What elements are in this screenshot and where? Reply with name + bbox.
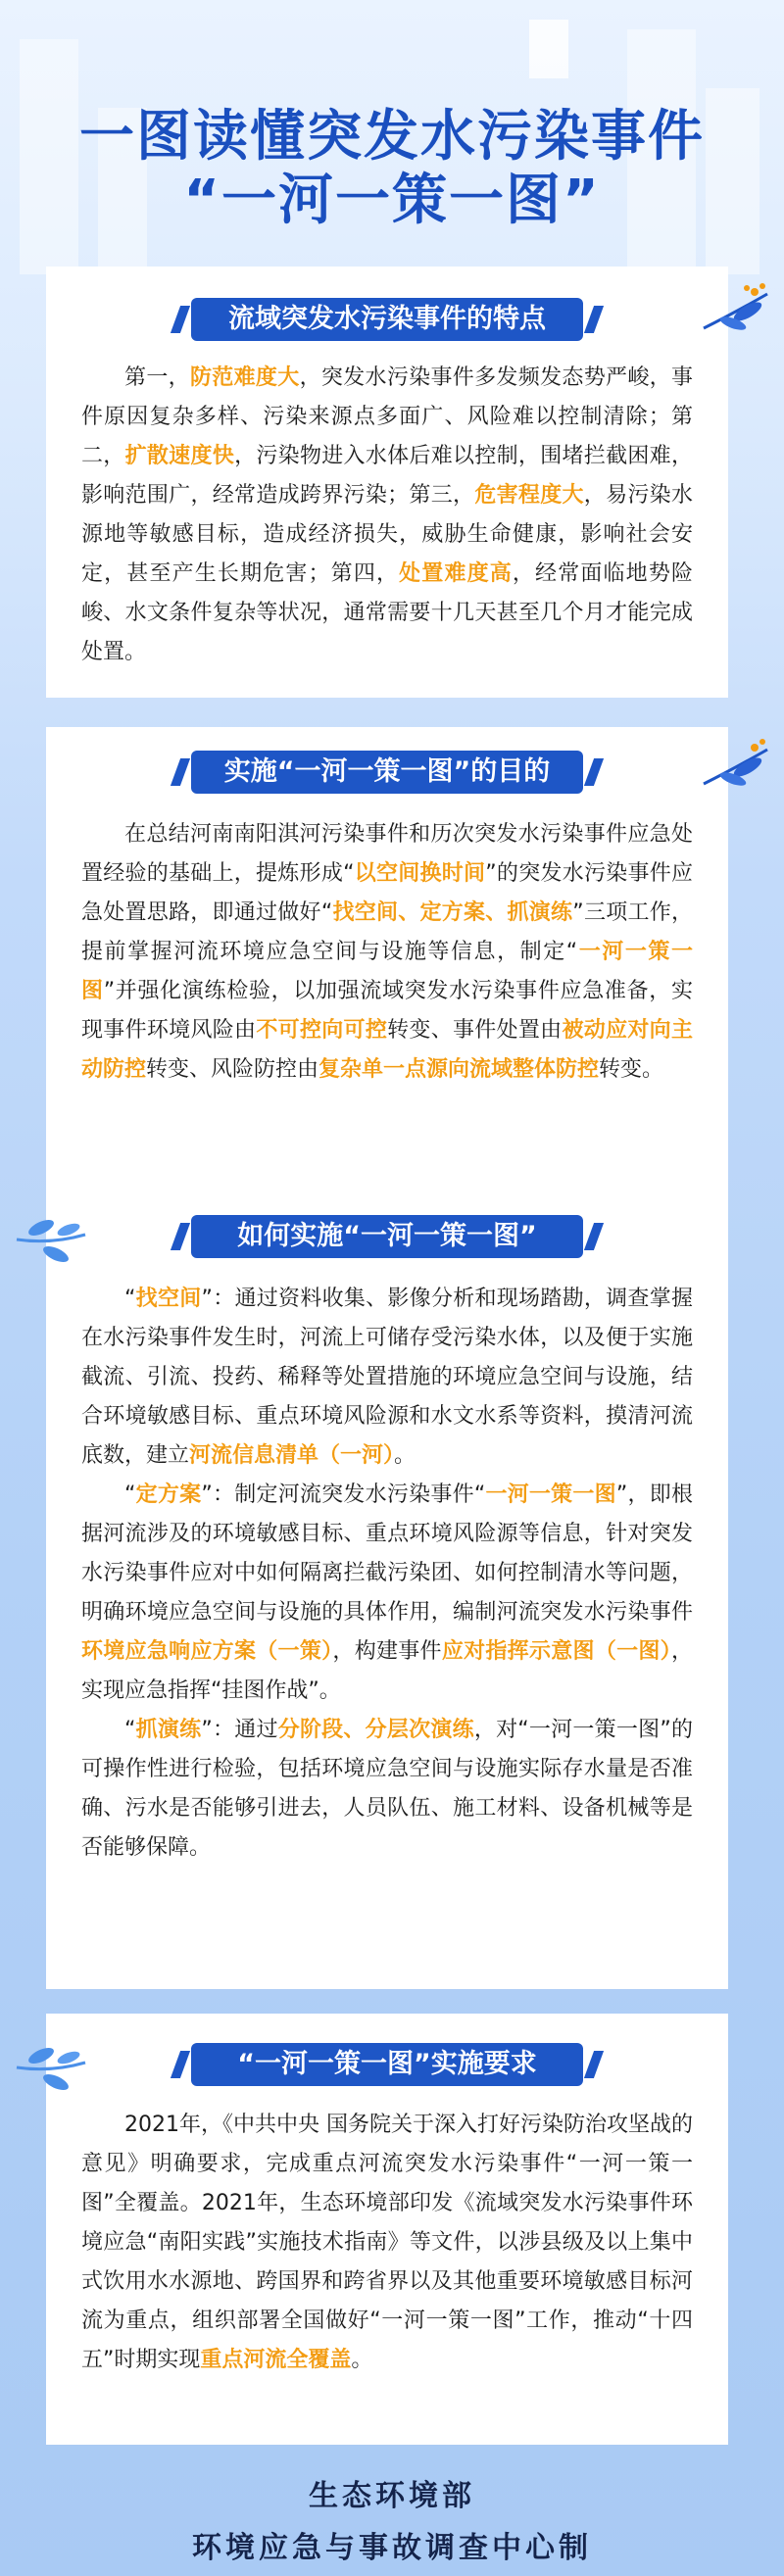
section-heading: “一河一策一图”实施要求 (191, 2043, 583, 2086)
section-heading: 实施“一河一策一图”的目的 (191, 751, 583, 794)
highlight-text: 防范难度大 (189, 365, 300, 390)
footer-producer: 环境应急与事故调查中心制 (192, 2531, 592, 2565)
highlight-text: 一河一策一图 (485, 1482, 616, 1507)
body-text: ”，即根据河流涉及的环境敏感目标、重点环境风险源等信息，针对突发水污染事件应对中如何隔离拦截污染团、如何控制清水等问题，明确环境应急空间与设施的具体作用，编制河流突发水污染事件 (81, 1482, 693, 1625)
body-text: 转变、风险防控由 (146, 1057, 319, 1082)
highlight-text: 找空间 (135, 1287, 202, 1311)
highlight-text: 重点河流全覆盖 (200, 2348, 352, 2372)
body-text: 。 (394, 1443, 416, 1468)
body-text: ，实现应急指挥“挂图作战”。 (81, 1639, 693, 1703)
highlight-text: 危害程度大 (474, 483, 584, 508)
section-card-requirements (46, 2014, 728, 2445)
body-text: ，易污染水源地等敏感目标，造成经济损失，威胁生命健康，影响社会安定，甚至产生长期危害；第四， (81, 483, 693, 586)
body-text: ”并强化演练检验，以加强流域突发水污染事件应急准备，实现事件环境风险由 (81, 979, 693, 1043)
leaf-decoration-icon (694, 730, 772, 808)
body-text: “ (124, 1482, 136, 1507)
leaf-decoration-icon (694, 274, 772, 353)
section-paragraph (81, 1711, 693, 1868)
section-card-implementation (46, 1186, 728, 1989)
section-paragraph (81, 1280, 693, 1476)
page-title: 一图读懂突发水污染事件 (79, 105, 705, 169)
leaf-decoration-icon (12, 1200, 90, 1279)
section-heading: 流域突发水污染事件的特点 (191, 298, 583, 341)
body-text: 在总结河南南阳淇河污染事件和历次突发水污染事件应急处置经验的基础上，提炼形成“ (81, 822, 693, 886)
footer-publisher: 生态环境部 (309, 2479, 475, 2513)
highlight-text: 不可控向可控 (256, 1018, 388, 1043)
body-text: ，对“一河一策一图”的可操作性进行检验，包括环境应急空间与设施实际存水量是否准确、污水是否能够引进去，人员队伍、施工材料、设备机械等是否能够保障。 (81, 1718, 693, 1860)
section-body (81, 359, 693, 672)
highlight-text: 复杂单一点源向流域整体防控 (318, 1057, 600, 1082)
body-text: ，突发水污染事件多发频发态势严峻，事件原因复杂多样、污染来源点多面广、风险难以控制清除；第二， (81, 365, 693, 468)
body-text: ，污染物进入水体后难以控制，围堵拦截困难，影响范围广，经常造成跨界污染；第三， (81, 444, 693, 508)
section-paragraph (81, 2106, 693, 2380)
section-body (81, 2106, 693, 2380)
section-body (81, 815, 693, 1090)
section-body (81, 1280, 693, 1868)
body-text: 第一， (124, 365, 190, 390)
body-text: “ (124, 1718, 136, 1742)
highlight-text: 处置难度高 (399, 561, 513, 586)
highlight-text: 抓演练 (135, 1718, 202, 1742)
body-text: “ (124, 1287, 136, 1311)
section-paragraph (81, 359, 693, 672)
highlight-text: 分阶段、分层次演练 (277, 1718, 474, 1742)
highlight-text: 找空间、定方案、抓演练 (332, 900, 573, 925)
body-text: 转变、事件处置由 (387, 1018, 563, 1043)
highlight-text: 扩散速度快 (124, 444, 235, 468)
body-text: ”三项工作，提前掌握河流环境应急空间与设施等信息，制定“ (81, 900, 693, 964)
body-text: ”的突发水污染事件应急处置思路，即通过做好“ (81, 861, 693, 925)
body-text: 2021年，《中共中央 国务院关于深入打好污染防治攻坚战的意见》明确要求，完成重点河流突发水污染事件“一河一策一图”全覆盖。2021年，生态环境部印发《流域突发水污染事件环境应急“南阳实践”实施技术指南》等文件，以涉县级及以上集中式饮用水水源地、跨国界和跨省界以及其他重要环境敏感目标河流为重点，组织部署全国做好“一河一策一图”工作，推动“十四五”时期实现 (81, 2113, 693, 2372)
highlight-text: 应对指挥示意图（一图） (441, 1639, 671, 1664)
section-paragraph (81, 1476, 693, 1711)
body-text: ，经常面临地势险峻、水文条件复杂等状况，通常需要十几天甚至几个月才能完成处置。 (81, 561, 693, 664)
highlight-text: 定方案 (135, 1482, 202, 1507)
body-text: ”：制定河流突发水污染事件“ (201, 1482, 486, 1507)
section-card-purpose (46, 727, 728, 1188)
body-text: ”：通过 (201, 1718, 278, 1742)
highlight-text: 以空间换时间 (354, 861, 486, 886)
body-text: ”：通过资料收集、影像分析和现场踏勘，调查掌握在水污染事件发生时，河流上可储存受污染水体，以及便于实施截流、引流、投药、稀释等处置措施的环境应急空间与设施，结合环境敏感目标、重点环境风险源和水文水系等资料，摸清河流底数，建立 (81, 1287, 693, 1468)
highlight-text: 河流信息清单（一河） (189, 1443, 395, 1468)
section-heading: 如何实施“一河一策一图” (191, 1215, 583, 1258)
page-subtitle: “一河一策一图” (183, 169, 601, 232)
highlight-text: 被动应对向主动防控 (81, 1018, 693, 1082)
highlight-text: 一河一策一图 (81, 940, 693, 1003)
body-text: ，构建事件 (332, 1639, 442, 1664)
highlight-text: 环境应急响应方案（一策） (81, 1639, 333, 1664)
body-text: 转变。 (599, 1057, 664, 1082)
section-card-features (46, 267, 728, 698)
body-text: 。 (351, 2348, 373, 2372)
section-paragraph (81, 815, 693, 1090)
decor-building (529, 20, 568, 78)
leaf-decoration-icon (12, 2028, 90, 2107)
